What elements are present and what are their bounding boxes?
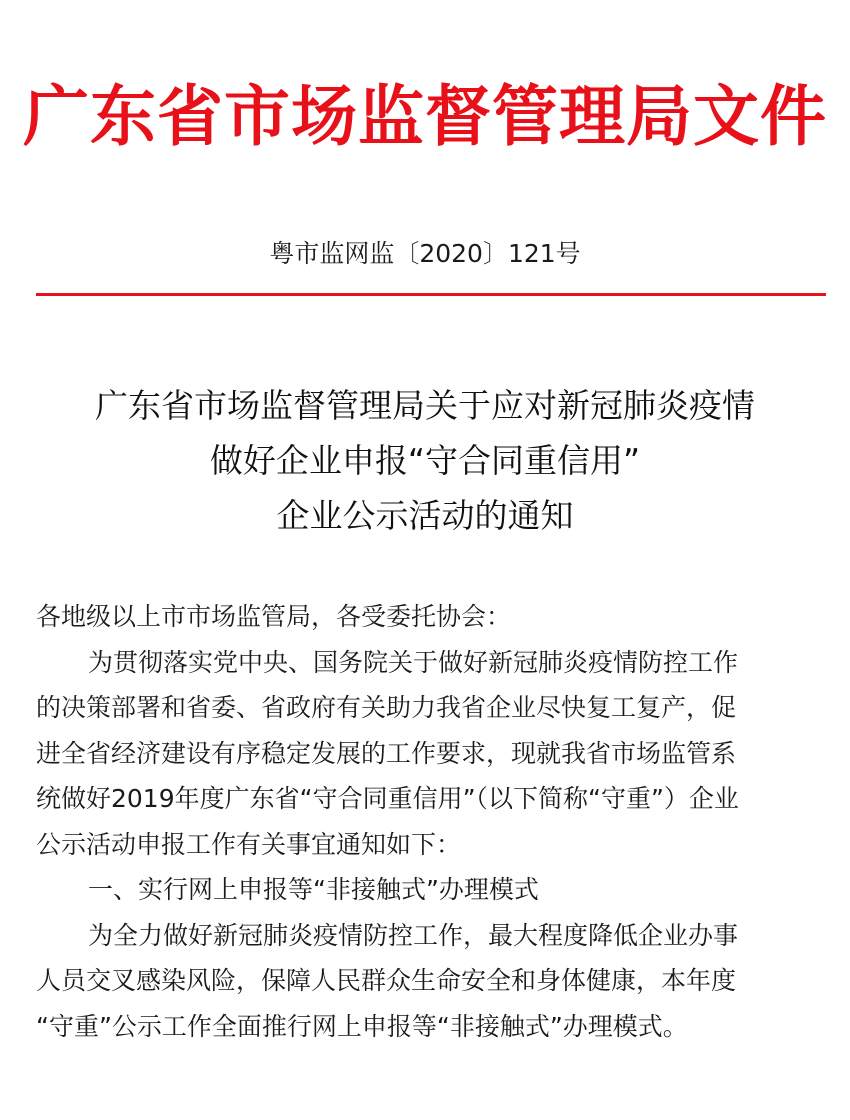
title-line: 企业公示活动的通知 — [276, 496, 574, 535]
paragraph-line: 进全省经济建设有序稳定发展的工作要求，现就我省市场监管系 — [36, 738, 737, 768]
paragraph-line: 人员交叉感染风险，保障人民群众生命安全和身体健康，本年度 — [36, 966, 737, 995]
salutation: 各地级以上市市场监管局，各受委托协会： — [36, 602, 512, 631]
title-line: 做好企业申报“守合同重信用” — [209, 441, 641, 480]
paragraph-line: 公示活动申报工作有关事宜通知如下： — [36, 829, 462, 859]
paragraph-line: 为全力做好新冠肺炎疫情防控工作，最大程度降低企业办事 — [88, 920, 739, 950]
document-title — [0, 378, 850, 543]
paragraph-line: 为贯彻落实党中央、国务院关于做好新冠肺炎疫情防控工作 — [88, 647, 739, 677]
paragraph-line: 的决策部署和省委、省政府有关助力我省企业尽快复工复产，促 — [36, 693, 737, 722]
title-line: 广东省市场监督管理局关于应对新冠肺炎疫情 — [95, 386, 755, 425]
paragraph-line: 统做好2019年度广东省“守合同重信用”（以下简称“守重”）企业 — [36, 784, 739, 813]
section-heading: 一、实行网上申报等“非接触式”办理模式 — [88, 875, 539, 904]
document-body — [36, 594, 826, 1049]
document-masthead: 广东省市场监督管理局文件 — [23, 78, 827, 155]
red-divider-line — [36, 293, 826, 296]
paragraph-line: “守重”公示工作全面推行网上申报等“非接触式”办理模式。 — [36, 1011, 688, 1041]
document-number: 粤市监网监〔2020〕121号 — [269, 239, 581, 268]
